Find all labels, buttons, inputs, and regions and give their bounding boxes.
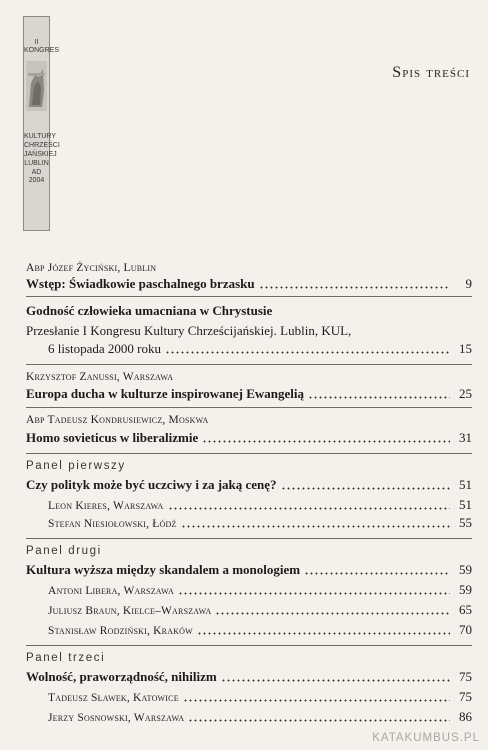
leader-dots xyxy=(197,632,450,635)
toc-entry xyxy=(26,545,472,557)
leader-dots xyxy=(215,612,450,615)
author-name: Stanisław Rodziński, Kraków xyxy=(48,625,193,637)
toc-entry[interactable] xyxy=(26,341,472,357)
banner-line: LUBLIN xyxy=(24,160,49,167)
panel-heading: Panel pierwszy xyxy=(26,460,126,472)
toc-entry xyxy=(26,323,472,339)
author-name: Krzysztof Zanussi, Warszawa xyxy=(26,371,174,383)
banner-bottom-text xyxy=(24,133,60,186)
sculpture-image xyxy=(26,61,47,111)
page-number: 75 xyxy=(459,689,472,704)
leader-dots xyxy=(281,487,450,490)
leader-dots xyxy=(188,719,450,722)
entry-title: Godność człowieka umacniana w Chrystusie xyxy=(26,303,273,318)
leader-dots xyxy=(181,525,450,528)
toc-entry[interactable] xyxy=(26,602,472,618)
leader-dots xyxy=(221,679,450,682)
banner-top-text xyxy=(24,39,60,55)
toc-entry[interactable] xyxy=(26,689,472,705)
leader-dots xyxy=(183,699,450,702)
banner-line: JAŃSKIEJ xyxy=(24,151,57,158)
section-divider xyxy=(26,364,472,365)
author-name: Stefan Niesiołowski, Łódź xyxy=(48,518,177,530)
toc-entry[interactable] xyxy=(26,276,472,292)
entry-title: Czy polityk może być uczciwy i za jaką cenę? xyxy=(26,477,277,492)
leader-dots xyxy=(202,440,450,443)
author-name: Abp Tadeusz Kondrusiewicz, Moskwa xyxy=(26,414,209,426)
author-name: Juliusz Braun, Kielce–Warszawa xyxy=(48,605,212,617)
panel-heading: Panel trzeci xyxy=(26,652,106,664)
toc-entry xyxy=(26,303,472,319)
banner-line: AD 2004 xyxy=(28,169,45,184)
page-number: 25 xyxy=(459,386,472,401)
page-number: 31 xyxy=(459,430,472,445)
author-name: Tadeusz Sławek, Katowice xyxy=(48,692,179,704)
toc-entry[interactable] xyxy=(26,477,472,493)
banner-line: II KONGRES xyxy=(24,39,60,54)
entry-title: Wstęp: Świadkowie paschalnego brzasku xyxy=(26,276,255,291)
author-name: Leon Kieres, Warszawa xyxy=(48,500,164,512)
banner-line: CHRZEŚCI xyxy=(24,142,60,149)
entry-title: 6 listopada 2000 roku xyxy=(48,341,162,356)
toc-entry[interactable] xyxy=(26,497,472,513)
author-name: Abp Józef Życiński, Lublin xyxy=(26,262,157,274)
entry-title: Europa ducha w kulturze inspirowanej Ewangelią xyxy=(26,386,304,401)
page-number: 55 xyxy=(459,515,472,530)
toc-entry xyxy=(26,262,472,274)
page-number: 59 xyxy=(459,582,472,597)
section-divider xyxy=(26,453,472,454)
banner-line: KULTURY xyxy=(24,133,57,140)
leader-dots xyxy=(304,572,450,575)
leader-dots xyxy=(259,286,450,289)
section-divider xyxy=(26,407,472,408)
section-divider xyxy=(26,538,472,539)
toc-entry[interactable] xyxy=(26,430,472,446)
page-number: 75 xyxy=(459,669,472,684)
entry-title: Wolność, praworządność, nihilizm xyxy=(26,669,217,684)
toc-entry xyxy=(26,652,472,664)
entry-title: Kultura wyższa między skandalem a monologiem xyxy=(26,562,301,577)
author-name: Antoni Libera, Warszawa xyxy=(48,585,174,597)
toc-entry[interactable] xyxy=(26,386,472,402)
page-title: Spis treści xyxy=(392,64,470,81)
toc-entry[interactable] xyxy=(26,515,472,531)
toc-entry[interactable] xyxy=(26,582,472,598)
page-number: 51 xyxy=(459,497,472,512)
page-number: 51 xyxy=(459,477,472,492)
panel-heading: Panel drugi xyxy=(26,545,102,557)
page-number: 70 xyxy=(459,622,472,637)
page-number: 59 xyxy=(459,562,472,577)
leader-dots xyxy=(165,351,450,354)
author-name: Jerzy Sosnowski, Warszawa xyxy=(48,712,185,724)
page-number: 65 xyxy=(459,602,472,617)
toc-entry[interactable] xyxy=(26,669,472,685)
toc-entry[interactable] xyxy=(26,622,472,638)
leader-dots xyxy=(168,507,451,510)
leader-dots xyxy=(308,396,450,399)
toc-entry[interactable] xyxy=(26,709,472,725)
congress-logo-banner xyxy=(23,16,60,231)
section-divider xyxy=(26,296,472,297)
leader-dots xyxy=(178,592,450,595)
page-number: 9 xyxy=(465,276,472,291)
watermark: KATAKUMBUS.PL xyxy=(372,732,480,744)
page-number: 15 xyxy=(459,341,472,356)
section-divider xyxy=(26,645,472,646)
page-number: 86 xyxy=(459,709,472,724)
entry-title: Przesłanie I Kongresu Kultury Chrześcijańskiej. Lublin, KUL, xyxy=(26,323,352,338)
entry-title: Homo sovieticus w liberalizmie xyxy=(26,430,199,445)
toc-entry[interactable] xyxy=(26,562,472,578)
toc-entry xyxy=(26,371,472,383)
toc-entry xyxy=(26,414,472,426)
toc-entry xyxy=(26,460,472,472)
